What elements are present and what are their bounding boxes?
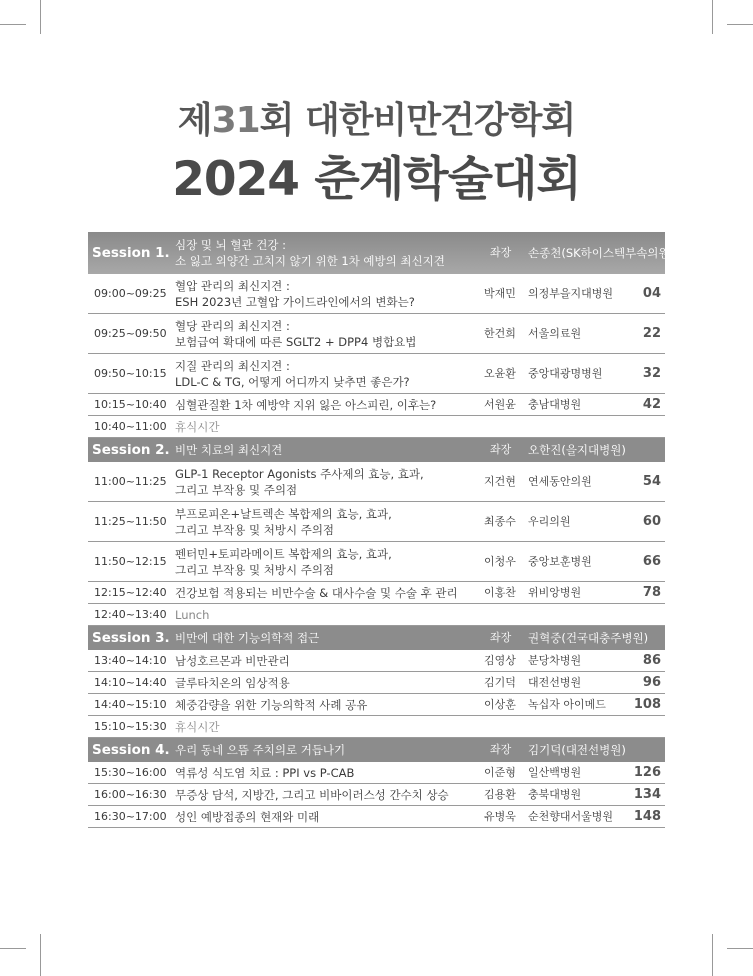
session-header — [88, 232, 675, 274]
speaker-name: 한건희 — [484, 326, 516, 340]
topic-lines — [528, 442, 626, 458]
page-number: 66 — [642, 553, 661, 569]
topic-line: (SK하이스텍부속의원) — [561, 246, 675, 260]
topic-lines — [175, 278, 415, 310]
lecture-topic — [175, 694, 475, 715]
page-number: 42 — [642, 396, 661, 412]
title-suffix: 회 대한비만건강학회 — [259, 100, 576, 141]
crop-mark-bl-h — [0, 948, 26, 949]
speaker-affiliation: 연세동안의원 — [528, 474, 592, 488]
topic-line: 무증상 담석, 지방간, 그리고 비바이러스성 간수치 상승 — [175, 787, 449, 802]
topic-lines — [528, 630, 648, 646]
lecture-topic — [175, 672, 475, 693]
program-row — [88, 502, 665, 542]
page-number: 126 — [633, 764, 661, 780]
topic-line: 역류성 식도염 치료 : PPI vs P-CAB — [175, 765, 355, 780]
topic-line: 비만에 대한 기능의학적 접근 — [175, 631, 320, 645]
speaker-name: 지건현 — [484, 474, 516, 488]
lecture-topic — [175, 650, 475, 671]
session-header — [88, 626, 665, 650]
speaker-name: 최종수 — [484, 514, 516, 528]
speaker-affiliation: 우리의원 — [528, 514, 571, 528]
lecture-topic — [175, 394, 475, 415]
topic-line: 김기덕(대전선병원) — [528, 743, 626, 757]
crop-mark-br-h — [727, 948, 753, 949]
topic-line: 소 잃고 외양간 고치지 않기 위한 1차 예방의 최신지견 — [175, 254, 445, 268]
speaker-name: 서원윤 — [484, 397, 516, 411]
program-row — [88, 542, 665, 582]
speaker-name: 김기덕 — [484, 675, 516, 689]
time-slot: 13:40~14:10 — [94, 653, 167, 667]
time-slot: 12:40~13:40 — [94, 607, 167, 621]
topic-line: 그리고 부작용 및 주의점 — [175, 482, 298, 497]
topic-lines — [175, 809, 319, 825]
time-slot: 11:00~11:25 — [94, 474, 167, 488]
program-row — [88, 354, 665, 394]
topic-lines — [175, 697, 367, 713]
session-chair — [528, 626, 648, 650]
time-slot: 14:10~14:40 — [94, 675, 167, 689]
topic-line: 건강보험 적용되는 비만수술 & 대사수술 및 수술 후 관리 — [175, 585, 458, 600]
topic-line: 오한진(을지대병원) — [528, 443, 626, 457]
session-topic — [175, 626, 475, 650]
lecture-topic — [175, 582, 475, 603]
topic-lines — [175, 742, 345, 758]
break-row — [88, 716, 665, 738]
lecture-topic — [175, 502, 475, 541]
topic-lines — [175, 675, 290, 691]
page-number: 32 — [642, 365, 661, 381]
topic-line: 혈압 관리의 최신지견 : — [175, 278, 290, 293]
session-chair — [528, 438, 626, 462]
program-table — [88, 232, 675, 828]
speaker-affiliation: 의정부을지대병원 — [528, 286, 614, 300]
chair-label: 좌장 — [490, 443, 512, 456]
crop-mark-tl-h — [0, 24, 26, 25]
topic-line: 그리고 부작용 및 처방시 주의점 — [175, 562, 335, 577]
topic-lines — [175, 397, 436, 413]
time-slot: 11:25~11:50 — [94, 514, 167, 528]
chair-label: 좌장 — [490, 743, 512, 756]
program-row — [88, 314, 665, 354]
crop-mark-tr-v — [712, 0, 713, 34]
speaker-name: 김용환 — [484, 787, 516, 801]
crop-mark-tl-v — [40, 0, 41, 34]
page-number: 60 — [642, 513, 661, 529]
session-label: Session 1. — [92, 245, 170, 261]
topic-lines — [175, 585, 458, 601]
speaker-affiliation: 충북대병원 — [528, 787, 582, 801]
topic-line: 비만 치료의 최신지견 — [175, 443, 283, 457]
page-number: 22 — [642, 325, 661, 341]
page-number: 78 — [642, 584, 661, 600]
time-slot: 15:30~16:00 — [94, 765, 167, 779]
speaker-affiliation: 서울의료원 — [528, 326, 582, 340]
topic-lines — [175, 787, 449, 803]
speaker-affiliation: 중앙대광명병원 — [528, 366, 603, 380]
topic-lines — [175, 237, 445, 269]
lecture-topic — [175, 542, 475, 581]
session-label: Session 2. — [92, 442, 170, 458]
time-slot: 14:40~15:10 — [94, 697, 167, 711]
page-number: 134 — [633, 786, 661, 802]
speaker-name: 유병욱 — [484, 809, 516, 823]
topic-line: 그리고 부작용 및 처방시 주의점 — [175, 522, 335, 537]
break-row — [88, 416, 665, 438]
session-header — [88, 438, 665, 462]
time-slot: 09:25~09:50 — [94, 326, 167, 340]
time-slot: 10:15~10:40 — [94, 397, 167, 411]
topic-line: 지질 관리의 최신지견 : — [175, 358, 290, 373]
speaker-affiliation: 대전선병원 — [528, 675, 582, 689]
session-topic — [175, 438, 475, 462]
lecture-topic — [175, 762, 475, 783]
break-label: 휴식시간 — [175, 719, 220, 734]
session-label: Session 3. — [92, 630, 170, 646]
topic-lines — [175, 466, 424, 498]
lecture-topic — [175, 462, 475, 501]
program-row — [88, 274, 665, 314]
program-row — [88, 784, 665, 806]
page-number: 04 — [642, 285, 661, 301]
time-slot: 12:15~12:40 — [94, 585, 167, 599]
topic-lines — [175, 318, 416, 350]
page-number: 86 — [642, 652, 661, 668]
topic-line: 글루타치온의 임상적용 — [175, 675, 290, 690]
speaker-affiliation: 중앙보훈병원 — [528, 554, 592, 568]
speaker-name: 오윤환 — [484, 366, 516, 380]
speaker-affiliation: 순천향대서울병원 — [528, 809, 614, 823]
session-topic — [175, 738, 475, 762]
speaker-name: 이상훈 — [484, 697, 516, 711]
program-row — [88, 672, 665, 694]
speaker-affiliation: 충남대병원 — [528, 397, 582, 411]
topic-lines — [175, 653, 290, 669]
lecture-topic — [175, 274, 475, 313]
topic-line: 보험급여 확대에 따른 SGLT2 + DPP4 병합요법 — [175, 334, 417, 349]
session-chair — [528, 738, 626, 762]
crop-mark-tr-h — [727, 24, 753, 25]
speaker-affiliation: 분당차병원 — [528, 653, 582, 667]
topic-lines — [175, 630, 319, 646]
time-slot: 15:10~15:30 — [94, 719, 167, 733]
topic-line: 남성호르몬과 비만관리 — [175, 653, 290, 668]
topic-line: 심장 및 뇌 혈관 건강 : — [175, 238, 287, 252]
lecture-topic — [175, 784, 475, 805]
crop-mark-bl-v — [40, 934, 41, 976]
program-row — [88, 806, 665, 828]
topic-line: 혈당 관리의 최신지견 : — [175, 318, 290, 333]
time-slot: 16:00~16:30 — [94, 787, 167, 801]
topic-line: 펜터민+토피라메이트 복합제의 효능, 효과, — [175, 546, 392, 561]
topic-lines — [175, 506, 392, 538]
speaker-affiliation: 위비앙병원 — [528, 585, 582, 599]
break-label: Lunch — [175, 607, 210, 622]
topic-lines — [175, 546, 392, 578]
topic-line: 체중감량을 위한 기능의학적 사례 공유 — [175, 697, 368, 712]
title-number: 31 — [211, 100, 260, 141]
topic-line: 손종천 — [528, 246, 562, 260]
time-slot: 09:00~09:25 — [94, 286, 167, 300]
program-row — [88, 762, 665, 784]
break-label: 휴식시간 — [175, 419, 220, 434]
program-row — [88, 694, 665, 716]
program-row — [88, 394, 665, 416]
program-row — [88, 582, 665, 604]
topic-lines — [528, 742, 626, 758]
speaker-name: 김영상 — [484, 653, 516, 667]
lecture-topic — [175, 314, 475, 353]
crop-mark-br-v — [712, 934, 713, 976]
speaker-name: 이홍찬 — [484, 585, 516, 599]
topic-lines — [175, 442, 282, 458]
speaker-name: 박재민 — [484, 286, 516, 300]
program-row — [88, 650, 665, 672]
topic-lines — [175, 765, 354, 781]
chair-label: 좌장 — [490, 631, 512, 644]
title-prefix: 제 — [177, 100, 212, 141]
topic-line: 심혈관질환 1차 예방약 지위 잃은 아스피린, 이후는? — [175, 397, 437, 412]
time-slot: 09:50~10:15 — [94, 366, 167, 380]
topic-line: GLP-1 Receptor Agonists 주사제의 효능, 효과, — [175, 466, 424, 481]
session-label: Session 4. — [92, 742, 170, 758]
page-number: 54 — [642, 473, 661, 489]
topic-lines — [175, 358, 410, 390]
chair-label: 좌장 — [490, 246, 512, 259]
page-title — [0, 92, 753, 143]
time-slot: 10:40~11:00 — [94, 419, 167, 433]
topic-line: 권혁중(건국대충주병원) — [528, 631, 649, 645]
page-number: 96 — [642, 674, 661, 690]
page-number: 148 — [633, 808, 661, 824]
time-slot: 11:50~12:15 — [94, 554, 167, 568]
topic-line: 부프로피온+날트렉손 복합제의 효능, 효과, — [175, 506, 392, 521]
session-header — [88, 738, 665, 762]
topic-line: 성인 예방접종의 현재와 미래 — [175, 809, 320, 824]
topic-line: 우리 동네 으뜸 주치의로 거듭나기 — [175, 743, 346, 757]
program-row — [88, 462, 665, 502]
speaker-name: 이준형 — [484, 765, 516, 779]
topic-lines — [528, 245, 674, 261]
break-row — [88, 604, 665, 626]
topic-line: ESH 2023년 고혈압 가이드라인에서의 변화는? — [175, 294, 415, 309]
lecture-topic — [175, 354, 475, 393]
lecture-topic — [175, 806, 475, 827]
page-subtitle: 2024 춘계학술대회 — [172, 152, 581, 207]
topic-line: LDL-C & TG, 어떻게 어디까지 낮추면 좋은가? — [175, 374, 410, 389]
time-slot: 16:30~17:00 — [94, 809, 167, 823]
page-number: 108 — [633, 696, 661, 712]
speaker-name: 이청우 — [484, 554, 516, 568]
session-topic — [175, 232, 475, 274]
session-chair — [528, 232, 674, 274]
speaker-affiliation: 일산백병원 — [528, 765, 582, 779]
speaker-affiliation: 녹십자 아이메드 — [528, 697, 606, 711]
